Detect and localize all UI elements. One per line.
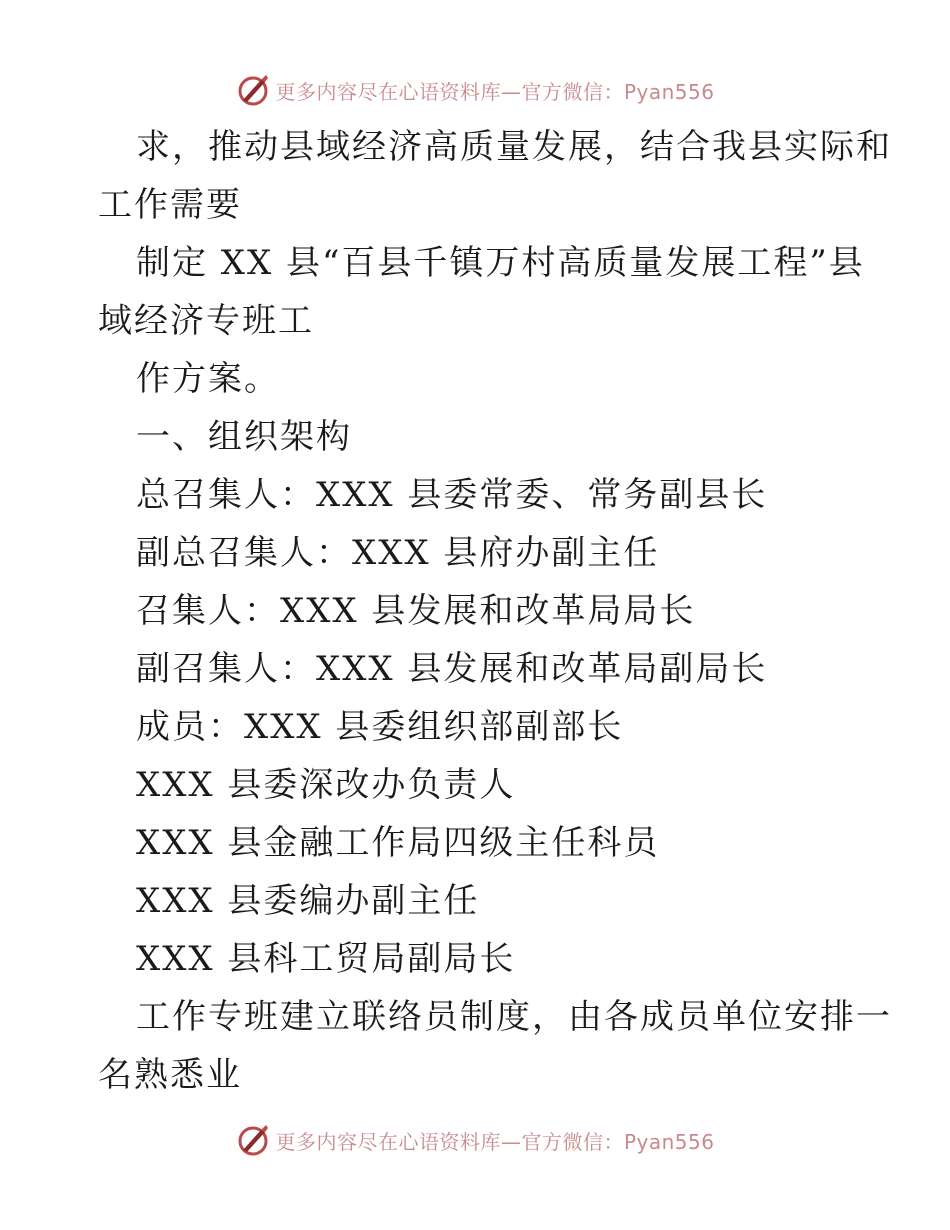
footer-watermark (0, 1120, 950, 1160)
text-line: 一、组织架构 (136, 417, 352, 457)
text-line: 制定 XX 县“百县千镇万村高质量发展工程”县 (136, 243, 865, 283)
text-line: 副召集人：XXX 县发展和改革局副局长 (136, 649, 768, 689)
text-line: XXX 县金融工作局四级主任科员 (136, 823, 660, 863)
text-line: 召集人：XXX 县发展和改革局局长 (136, 591, 696, 631)
document-body (98, 118, 892, 1104)
text-line: XXX 县委编办副主任 (136, 881, 480, 921)
text-line: 求，推动县域经济高质量发展，结合我县实际和 (136, 127, 892, 167)
text-line: 工作需要 (98, 185, 242, 225)
brush-logo-icon (235, 72, 271, 108)
brush-logo-icon (235, 1122, 271, 1158)
text-line: 作方案。 (136, 359, 280, 399)
text-line: 工作专班建立联络员制度，由各成员单位安排一 (136, 997, 892, 1037)
text-line: XXX 县科工贸局副局长 (136, 939, 516, 979)
text-line: 域经济专班工 (98, 301, 314, 341)
watermark-text: 更多内容尽在心语资料库—官方微信：Pyan556 (275, 1129, 715, 1154)
header-watermark (0, 70, 950, 110)
watermark-text: 更多内容尽在心语资料库—官方微信：Pyan556 (275, 79, 715, 104)
text-line: 名熟悉业 (98, 1055, 242, 1095)
text-line: 总召集人：XXX 县委常委、常务副县长 (136, 475, 768, 515)
text-line: XXX 县委深改办负责人 (136, 765, 516, 805)
text-line: 副总召集人：XXX 县府办副主任 (136, 533, 660, 573)
text-line: 成员：XXX 县委组织部副部长 (136, 707, 624, 747)
